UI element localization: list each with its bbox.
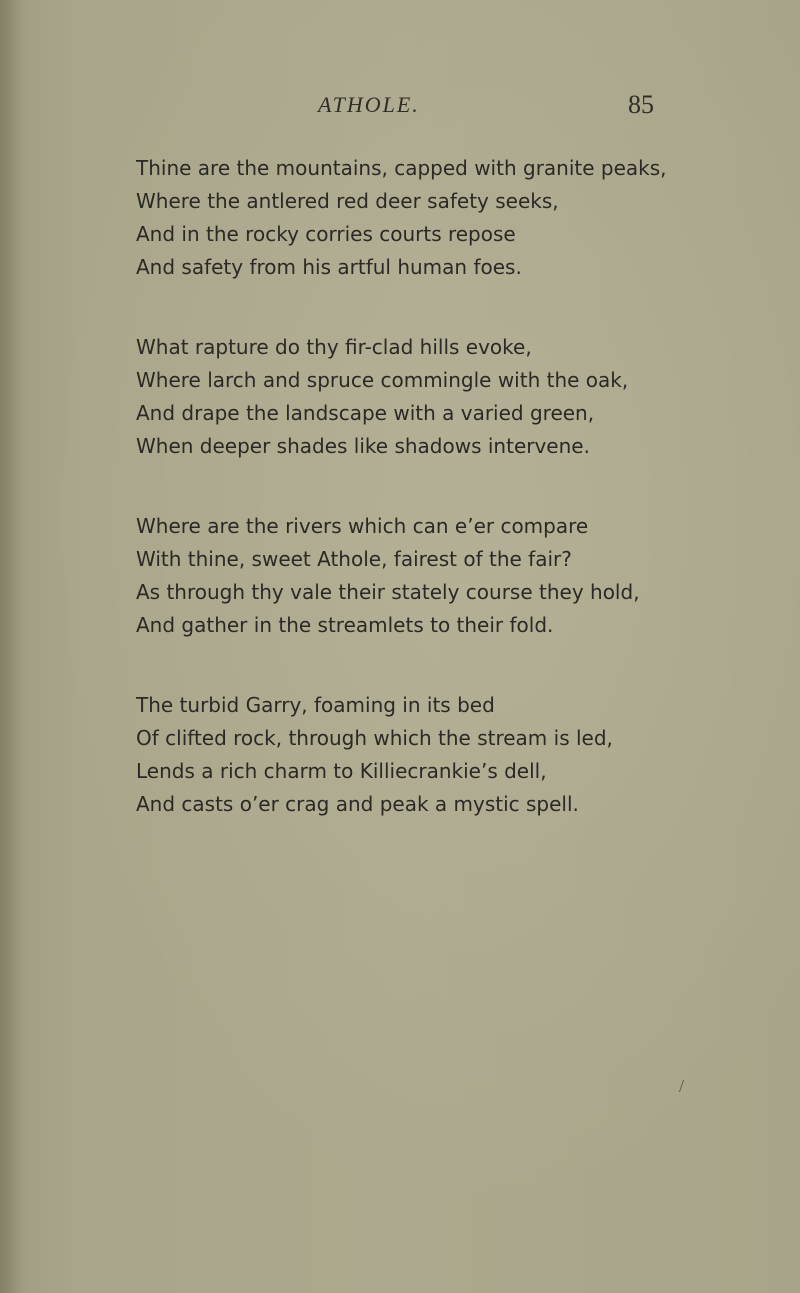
stanza-4 [136,689,776,821]
poem-line: Where larch and spruce commingle with the oak, [136,368,629,392]
poem-line: Of clifted rock, through which the stream is led, [136,726,613,750]
running-head [0,92,800,132]
poem-line: Where are the rivers which can e’er compare [136,514,589,538]
running-title: ATHOLE. [318,92,420,117]
poem-line: With thine, sweet Athole, fairest of the fair? [136,547,572,571]
poem-line: When deeper shades like shadows intervene. [136,434,590,458]
stanza-1 [136,152,776,284]
stanza-3 [136,510,776,642]
poem-line: And safety from his artful human foes. [136,255,522,279]
poem-line: And in the rocky corries courts repose [136,222,516,246]
poem-line: Lends a rich charm to Killiecrankie’s dell, [136,759,547,783]
poem-line: And drape the landscape with a varied green, [136,401,595,425]
poem-line: And casts o’er crag and peak a mystic spell. [136,792,579,816]
poem-line: As through thy vale their stately course they hold, [136,580,640,604]
poem-line: What rapture do thy fir-clad hills evoke, [136,335,532,359]
poem-line: And gather in the streamlets to their fold. [136,613,554,637]
poem-line: Thine are the mountains, capped with granite peaks, [136,156,667,180]
page-number: 85 [628,90,654,119]
poem [136,152,776,868]
poem-line: Where the antlered red deer safety seeks, [136,189,559,213]
page-mark: / [679,1076,685,1096]
poem-line: The turbid Garry, foaming in its bed [136,693,495,717]
stanza-2 [136,331,776,463]
